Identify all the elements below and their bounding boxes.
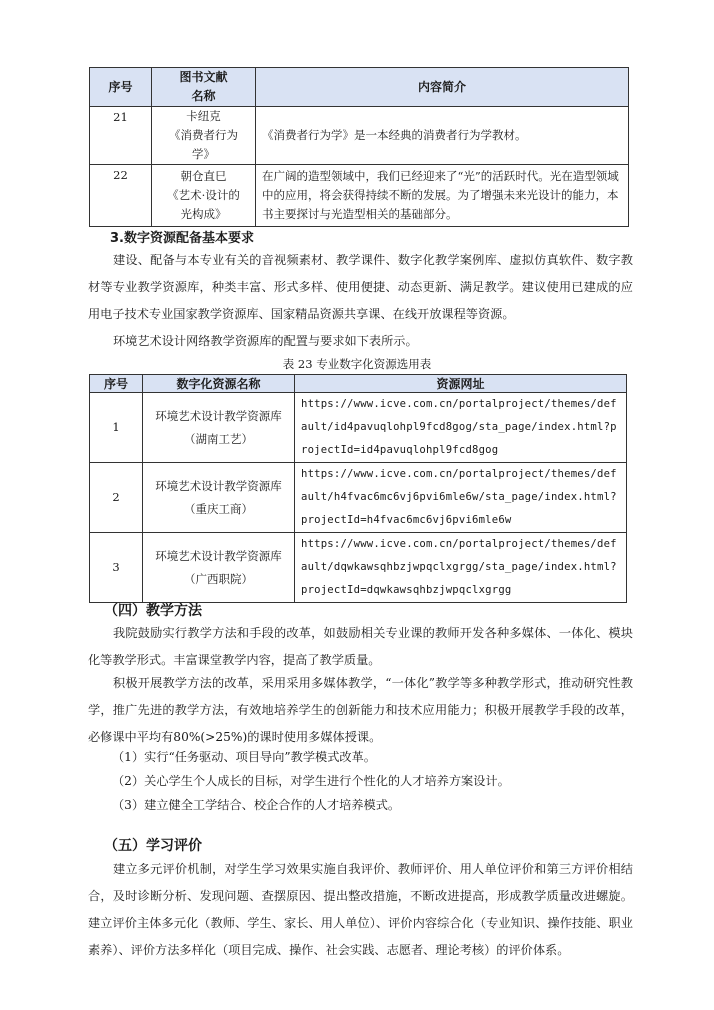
resource-name: 环境艺术设计教学资源库 （广西职院） xyxy=(143,533,295,603)
col-header-no: 序号 xyxy=(90,375,143,393)
section-heading: （四）教学方法 xyxy=(104,603,202,619)
resource-table xyxy=(89,374,627,603)
resource-url: https://www.icve.com.cn/portalproject/themes/default/id4pavuqlohpl9fcd8gog/sta_page/index.html?projectId=id4pavuqlohpl9fcd8gog xyxy=(295,393,627,463)
row-no: 1 xyxy=(90,393,143,463)
col-header-name: 数字化资源名称 xyxy=(143,375,295,393)
row-no: 22 xyxy=(90,165,152,227)
col-header-desc: 内容简介 xyxy=(256,68,629,107)
col-header-name: 图书文献名称 xyxy=(152,68,256,107)
paragraph: 积极开展教学方法的改革，采用采用多媒体教学，“一体化”教学等多种教学形式，推动研究性教学，推广先进的教学方法，有效地培养学生的创新能力和技术应用能力；积极开展教学手段的改革，必修课中平均有80%(>25%)的课时使用多媒体授课。 xyxy=(88,676,633,744)
section-heading: （五）学习评价 xyxy=(104,838,202,854)
book-table xyxy=(89,67,629,227)
resource-url: https://www.icve.com.cn/portalproject/themes/default/h4fvac6mc6vj6pvi6mle6w/sta_page/index.html?projectId=h4fvac6mc6vj6pvi6mle6w xyxy=(295,463,627,533)
resource-name: 环境艺术设计教学资源库 （重庆工商） xyxy=(143,463,295,533)
list-item: （2）关心学生个人成长的目标，对学生进行个性化的人才培养方案设计。 xyxy=(112,774,510,788)
table-row xyxy=(90,393,627,463)
resource-url: https://www.icve.com.cn/portalproject/themes/default/dqwkawsqhbzjwpqclxgrgg/sta_page/index.html?projectId=dqwkawsqhbzjwpqclxgrgg xyxy=(295,533,627,603)
book-desc: 《消费者行为学》是一本经典的消费者行为学教材。 xyxy=(256,107,629,165)
book-name: 卡纽克 《消费者行为学》 xyxy=(152,107,256,165)
table-row xyxy=(90,107,629,165)
resource-name: 环境艺术设计教学资源库 （湖南工艺） xyxy=(143,393,295,463)
row-no: 2 xyxy=(90,463,143,533)
book-desc: 在广阔的造型领域中，我们已经迎来了“光”的活跃时代。光在造型领域中的应用，将会获得持续不断的发展。为了增强未来光设计的能力，本书主要探讨与光造型相关的基础部分。 xyxy=(256,165,629,227)
paragraph: 我院鼓励实行教学方法和手段的改革，如鼓励相关专业课的教师开发各种多媒体、一体化、模块化等教学形式。丰富课堂教学内容，提高了教学质量。 xyxy=(88,626,633,667)
paragraph: 环境艺术设计网络教学资源库的配置与要求如下表所示。 xyxy=(113,334,418,348)
list-item: （3）建立健全工学结合、校企合作的人才培养模式。 xyxy=(112,798,401,812)
table-row xyxy=(90,533,627,603)
table-caption: 表 23 专业数字化资源选用表 xyxy=(282,357,432,371)
book-name: 朝仓直巳 《艺术·设计的光构成》 xyxy=(152,165,256,227)
row-no: 3 xyxy=(90,533,143,603)
list-item: （1）实行“任务驱动、项目导向”教学模式改革。 xyxy=(112,750,376,764)
table-row xyxy=(90,463,627,533)
table-row xyxy=(90,165,629,227)
col-header-url: 资源网址 xyxy=(295,375,627,393)
col-header-no: 序号 xyxy=(90,68,152,107)
paragraph: 建设、配备与本专业有关的音视频素材、教学课件、数字化教学案例库、虚拟仿真软件、数字教材等专业教学资源库，种类丰富、形式多样、使用便捷、动态更新、满足教学。建议使用已建成的应用电子技术专业国家教学资源库、国家精品资源共享课、在线开放课程等资源。 xyxy=(88,253,633,321)
row-no: 21 xyxy=(90,107,152,165)
section-heading: 3.数字资源配备基本要求 xyxy=(110,231,254,246)
paragraph: 建立多元评价机制，对学生学习效果实施自我评价、教师评价、用人单位评价和第三方评价相结合，及时诊断分析、发现问题、查摆原因、提出整改措施，不断改进提高，形成教学质量改进螺旋。建立评价主体多元化（教师、学生、家长、用人单位）、评价内容综合化（专业知识、操作技能、职业素养）、评价方法多样化（项目完成、操作、社会实践、志愿者、理论考核）的评价体系。 xyxy=(88,862,633,957)
